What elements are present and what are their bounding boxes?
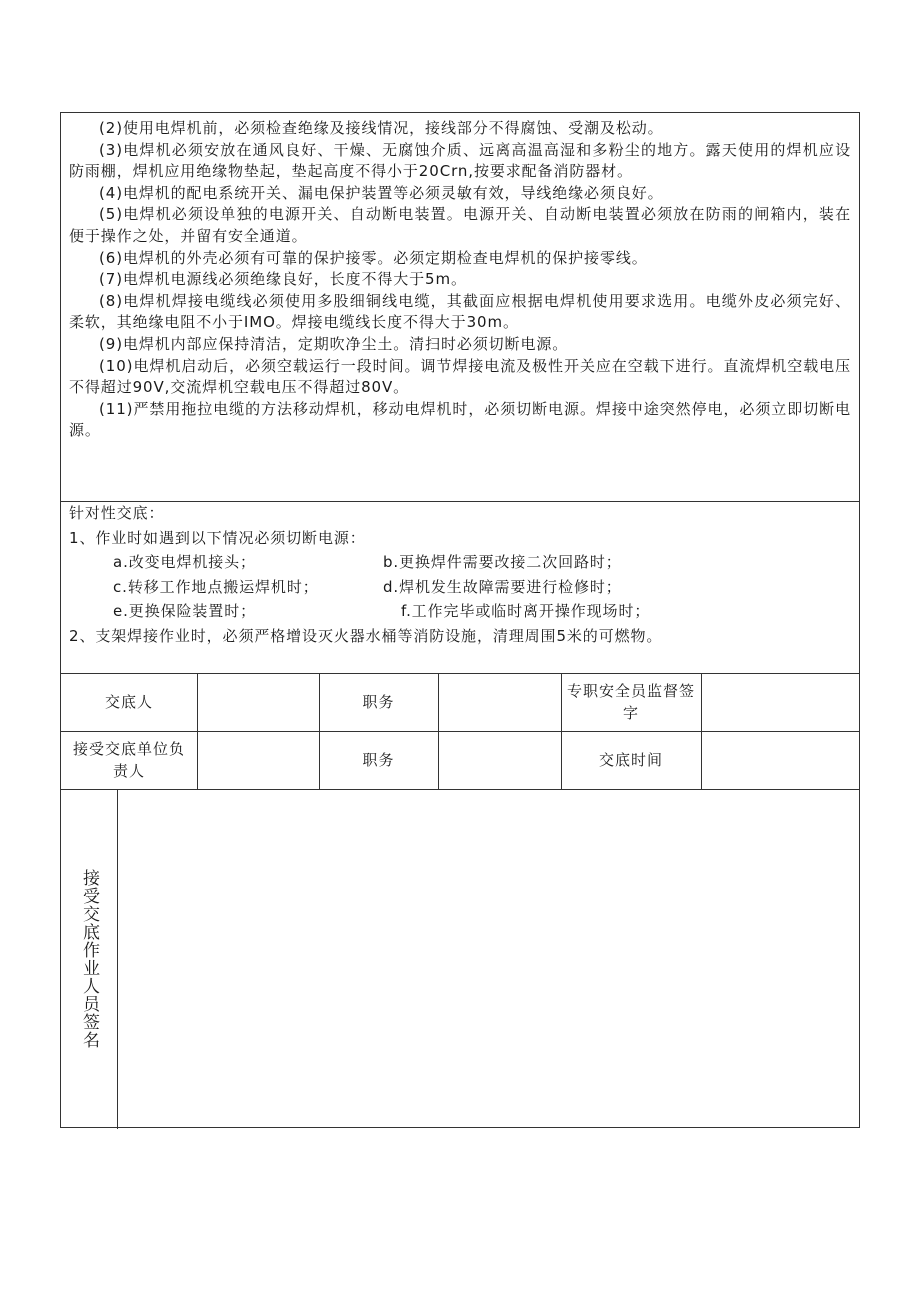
rule-item: (5)电焊机必须设单独的电源开关、自动断电装置。电源开关、自动断电装置必须放在防雨的闸箱内，装在便于操作之处，并留有安全通道。 [69,205,851,245]
disclosure-time-label: 交底时间 [598,751,663,769]
rule-item: (10)电焊机启动后，必须空载运行一段时间。调节焊接电流及极性开关应在空载下进行。直流焊机空载电压不得超过90V,交流焊机空载电压不得超过80V。 [69,356,851,397]
receiver-field[interactable] [197,731,319,789]
safety-officer-signature-field[interactable] [701,673,861,731]
condition-row [69,599,851,624]
discloser-field[interactable] [197,673,319,731]
condition-item: b.更换焊件需要改接二次回路时； [383,553,622,571]
condition-item: f.工作完毕或临时离开操作现场时； [401,602,651,620]
rule-item: (4)电焊机的配电系统开关、漏电保护装置等必须灵敏有效，导线绝缘必须良好。 [99,183,664,202]
workers-signature-area[interactable] [118,790,860,1128]
condition-row [69,575,851,600]
targeted-item-1: 1、作业时如遇到以下情况必须切断电源： [69,528,366,547]
position-field[interactable] [438,673,561,731]
condition-row [69,550,851,575]
condition-item: c.转移工作地点搬运焊机时； [113,577,319,596]
disclosure-form [60,112,860,1128]
safety-officer-label: 专职安全员监督签字 [567,682,696,722]
disclosure-time-field[interactable] [701,731,861,789]
rule-item: (9)电焊机内部应保持清洁，定期吹净尘土。清扫时必须切断电源。 [99,334,569,353]
rule-item: (7)电焊机电源线必须绝缘良好，长度不得大于5m。 [99,270,467,289]
rule-item: (6)电焊机的外壳必须有可靠的保护接零。必须定期检查电焊机的保护接零线。 [99,248,648,267]
targeted-heading: 针对性交底： [69,504,165,522]
rule-item: (8)电焊机焊接电缆线必须使用多股细铜线电缆，其截面应根据电焊机使用要求选用。电缆外皮必须完好、柔软，其绝缘电阻不小于IMO。焊接电缆线长度不得大于30m。 [69,291,851,332]
rule-item: (11)严禁用拖拉电缆的方法移动焊机，移动电焊机时，必须切断电源。焊接中途突然停电，必须立即切断电源。 [69,399,851,440]
position-label: 职务 [362,693,395,711]
rule-item: (2)使用电焊机前，必须检查绝缘及接线情况，接线部分不得腐蚀、受潮及松动。 [99,119,664,137]
condition-item: d.焊机发生故障需要进行检修时； [383,577,622,596]
targeted-item-2: 2、支架焊接作业时，必须严格增设灭火器水桶等消防设施，清理周围5米的可燃物。 [69,626,663,645]
discloser-label: 交底人 [104,693,153,711]
rule-item: (3)电焊机必须安放在通风良好、干燥、无腐蚀介质、远离高温高湿和多粉尘的地方。露天使用的焊机应设防雨棚，焊机应用绝缘物垫起，垫起高度不得小于20Crn,按要求配备消防器材。 [69,140,851,181]
condition-item: a.改变电焊机接头； [113,553,256,571]
position-field[interactable] [438,731,561,789]
receiver-label: 接受交底单位负责人 [72,740,185,780]
safety-rules-section [61,113,859,442]
workers-signature-label: 接受交底作业人员签名 [79,869,99,1049]
position-label: 职务 [362,751,395,769]
targeted-disclosure-section [61,501,859,648]
condition-item: e.更换保险装置时； [113,602,256,620]
